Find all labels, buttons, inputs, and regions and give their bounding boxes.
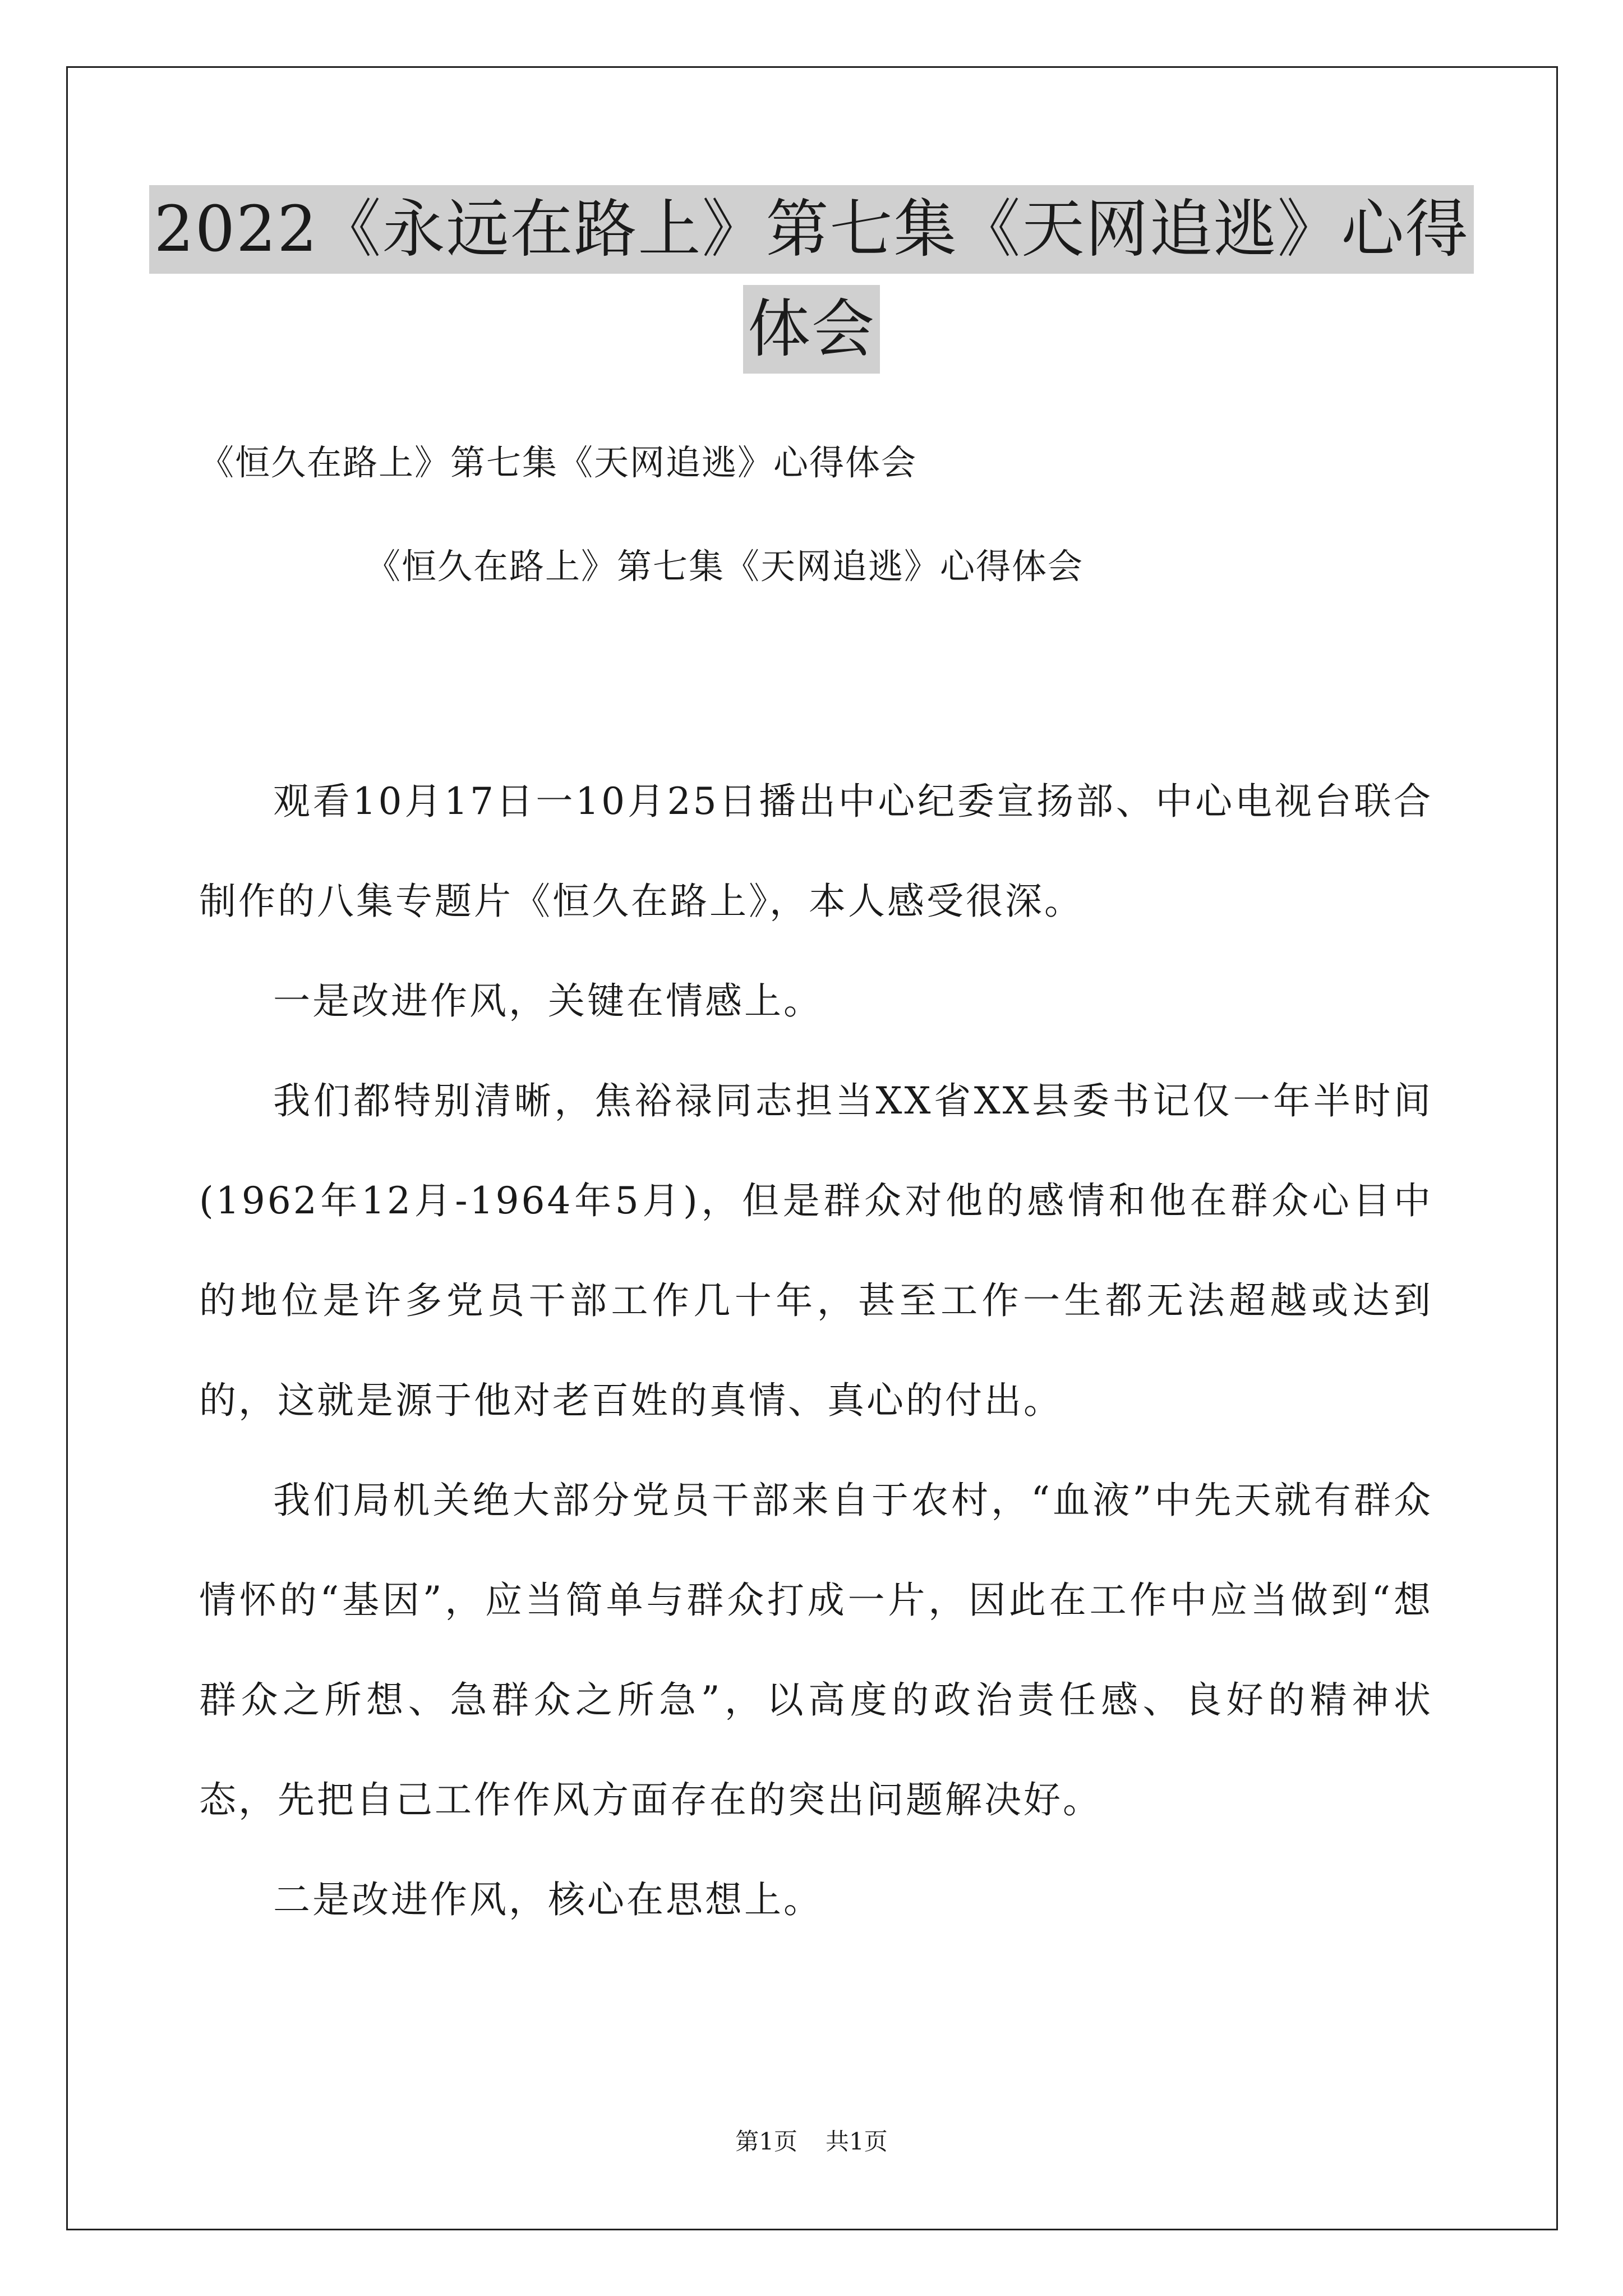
subtitle-2: 《恒久在路上》第七集《天网追逃》心得体会 xyxy=(366,546,1084,587)
paragraph: 观看10月17日一10月25日播出中心纪委宣扬部、中心电视台联合制作的八集专题片《恒久在路上》，本人感受很深。 xyxy=(199,780,1433,923)
subtitle-1: 《恒久在路上》第七集《天网追逃》心得体会 xyxy=(199,442,917,483)
paragraph: 我们都特别清晰，焦裕禄同志担当XX省XX县委书记仅一年半时间(1962年12月-1964年5月)，但是群众对他的感情和他在群众心目中的地位是许多党员干部工作几十年，甚至工作一生都无法超越或达到的，这就是源于他对老百姓的真情、真心的付出。 xyxy=(199,1079,1433,1422)
page-number: 第1页 xyxy=(735,2128,797,2155)
page-total: 共1页 xyxy=(826,2128,888,2155)
document-body xyxy=(199,752,1433,1950)
paragraph: 我们局机关绝大部分党员干部来自于农村，“血液”中先天就有群众情怀的“基因”，应当简单与群众打成一片，因此在工作中应当做到“想群众之所想、急群众之所急”，以高度的政治责任感、良好的精神状态，先把自己工作作风方面存在的突出问题解决好。 xyxy=(199,1479,1433,1821)
paragraph: 一是改进作风，关键在情感上。 xyxy=(273,979,823,1023)
title-line-1: 2022《永远在路上》第七集《天网追逃》心得 xyxy=(149,185,1473,274)
title-line-2: 体会 xyxy=(743,285,880,374)
page-footer xyxy=(0,2126,1623,2157)
document-title xyxy=(0,185,1623,374)
paragraph: 二是改进作风，核心在思想上。 xyxy=(273,1878,823,1921)
